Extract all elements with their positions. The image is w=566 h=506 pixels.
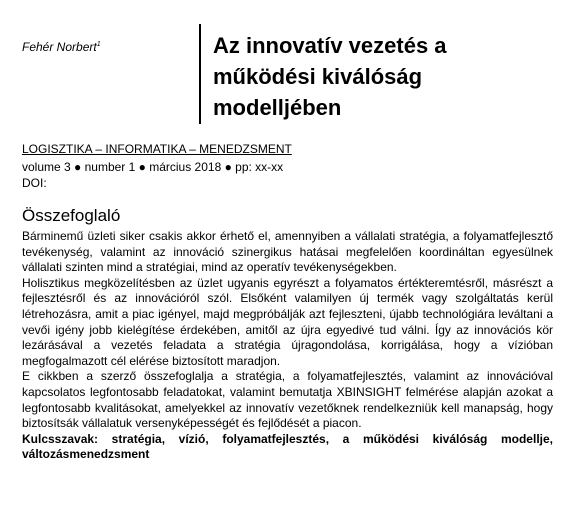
title-divider (199, 24, 201, 124)
title-line: működési kiválóság (213, 64, 423, 89)
abstract-heading: Összefoglaló (22, 206, 121, 225)
title-line: Az innovatív vezetés a (213, 33, 447, 58)
abstract-body (22, 229, 553, 463)
author-footnote-mark: 1 (96, 41, 101, 48)
doi: DOI: (22, 176, 47, 190)
abstract-paragraph: Holisztikus megközelítésben az üzlet ugyanis egyrészt a folyamatos értékteremtésről, másrészt a fejlesztésről és az innovációról szól. Elsőként valamilyen új termék vagy szolgáltatás kerül létrehozásra, amit a piac igényel, majd megpróbálják azt fejleszteni, újabb technológiára leváltani a vevői igény jobb kielégítése érdekében, amitől az újra egyedivé tud válni. Így az innovációs kör lezárásával a vezetés feladata a stratégia újragondolása, korrigálása, hogy a vízióban megfogalmazott cél elérése biztosított maradjon. (22, 275, 553, 368)
title-line: modelljében (213, 95, 342, 120)
abstract-paragraph: Bárminemű üzleti siker csakis akkor érhető el, amennyiben a vállalati stratégia, a folyamatfejlesztő tevékenység, valamint az innováció szinergikus hatásai megfelelően koordináltan egyesülnek vállalati szinten mind a stratégiai, mind az operatív tevékenységekben. (22, 229, 553, 275)
article-title (213, 30, 553, 123)
abstract-paragraph: E cikkben a szerző összefoglalja a stratégia, a folyamatfejlesztés, valamint az innovációval kapcsolatos legfontosabb feladatokat, valamint bemutatja XBINSIGHT felmérése alapján azokat a legfontosabb kvalitásokat, amelyekkel az innovatív vezetőknek rendelkezniük kell manapság, hogy biztosítsák vállalatuk versenyképességét és fejlődését a piacon. (22, 369, 553, 431)
keywords: Kulcsszavak: stratégia, vízió, folyamatfejlesztés, a működési kiválóság modellje, változásmenedzsment (22, 431, 553, 462)
issue-meta: volume 3 ● number 1 ● március 2018 ● pp: xx-xx (22, 160, 284, 174)
journal-name: LOGISZTIKA – INFORMATIKA – MENEDZSMENT (22, 142, 292, 156)
author-name-text: Fehér Norbert (22, 40, 97, 54)
author-name (22, 40, 101, 54)
